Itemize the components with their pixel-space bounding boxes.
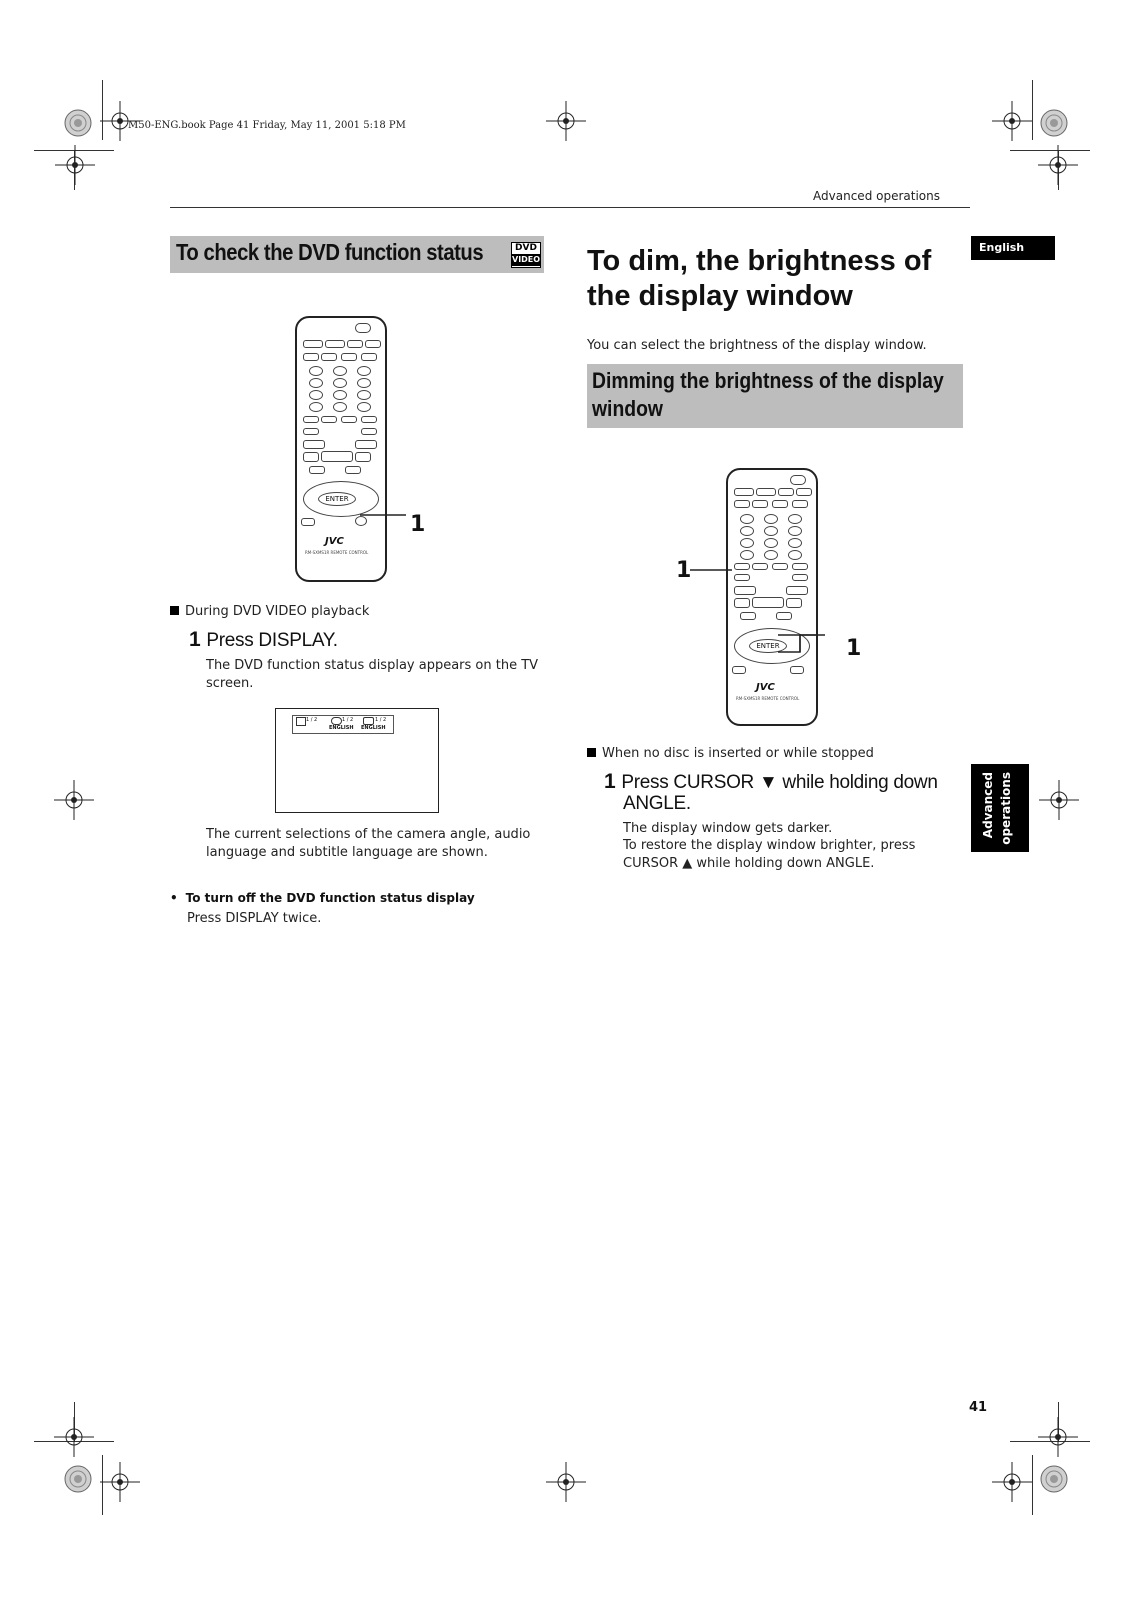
step-right-number: 1 — [604, 770, 616, 793]
step-left-number: 1 — [189, 628, 201, 651]
left-title: To check the DVD function status — [176, 239, 484, 265]
step-right — [604, 770, 938, 794]
callout-line-left — [360, 510, 410, 530]
osd-angle-value: 1 / 2 — [306, 717, 318, 723]
remote-control-illustration — [295, 316, 387, 582]
dvd-video-logo — [511, 242, 541, 268]
jvc-logo-left: JVC — [325, 536, 344, 547]
jvc-logo-right: JVC — [756, 682, 775, 693]
camera-icon — [296, 717, 306, 726]
step-left-text: Press DISPLAY. — [206, 630, 338, 651]
osd-audio-value: 1 / 2 — [342, 717, 354, 723]
side-tab-advanced-operations — [971, 764, 1029, 852]
page-number: 41 — [969, 1400, 988, 1415]
condition-right-text: When no disc is inserted or while stopped — [602, 746, 874, 761]
enter-button-right: ENTER — [749, 639, 787, 653]
remote-model-right: RM-SXMS1R REMOTE CONTROL — [736, 696, 800, 701]
tv-screen-osd — [275, 708, 439, 813]
book-info: M50-ENG.book Page 41 Friday, May 11, 2001 5:18 PM — [128, 120, 406, 131]
callout-number-right: 1 — [846, 636, 862, 661]
condition-left-text: During DVD VIDEO playback — [185, 604, 370, 619]
right-intro: You can select the brightness of the display window. — [587, 338, 927, 353]
callout-lines-right — [690, 560, 850, 680]
section-label: Advanced operations — [813, 189, 940, 203]
side-tab-line2: operations — [999, 772, 1013, 845]
step-left — [189, 628, 338, 652]
bullet-icon: • — [170, 891, 178, 905]
step-left-desc: The DVD function status display appears on the TV screen. — [206, 658, 539, 691]
audio-icon — [331, 717, 342, 725]
remote-model-left: RM-SXMS1R REMOTE CONTROL — [305, 550, 369, 555]
result-darker: The display window gets darker. — [623, 821, 833, 836]
language-tab: English — [971, 236, 1055, 260]
square-bullet-icon — [170, 606, 179, 615]
condition-right — [587, 746, 874, 761]
tip-heading-text: To turn off the DVD function status display — [185, 891, 475, 905]
condition-left — [170, 604, 369, 619]
callout-number-right-left: 1 — [676, 558, 692, 583]
dvd-logo-bottom: VIDEO — [512, 255, 541, 264]
right-subheading: Dimming the brightness of the display window — [592, 368, 944, 421]
right-title: To dim, the brightness of the display window — [587, 245, 932, 312]
side-tab-line1: Advanced — [981, 772, 995, 839]
square-bullet-icon — [587, 748, 596, 757]
tip-heading — [170, 891, 475, 905]
result-restore: To restore the display window brighter, press CURSOR ▲ while holding down ANGLE. — [623, 838, 916, 871]
osd-audio-lang: ENGLISH — [329, 725, 354, 731]
osd-status-bar — [292, 715, 394, 734]
step-right-line2: ANGLE. — [623, 793, 691, 814]
step-right-line1: Press CURSOR ▼ while holding down — [621, 772, 938, 793]
tip-text: Press DISPLAY twice. — [187, 911, 322, 926]
osd-subtitle-lang: ENGLISH — [361, 725, 386, 731]
header-rule — [170, 207, 970, 208]
callout-number-left: 1 — [410, 512, 426, 537]
enter-button-left: ENTER — [318, 492, 356, 506]
after-osd-text: The current selections of the camera angle, audio language and subtitle language are shown. — [206, 827, 531, 860]
subtitle-icon — [363, 717, 374, 725]
dvd-logo-top: DVD — [512, 243, 540, 254]
osd-subtitle-value: 1 / 2 — [375, 717, 387, 723]
